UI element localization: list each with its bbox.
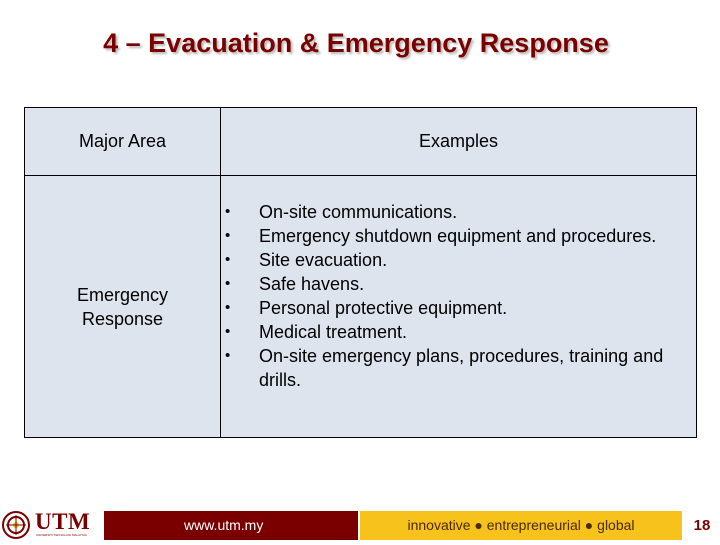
table-row: [25, 176, 697, 438]
example-text: On-site emergency plans, procedures, training and drills.: [259, 346, 664, 390]
area-cell: [25, 176, 221, 438]
footer-slogan: innovative ● entrepreneurial ● global: [360, 511, 682, 540]
example-text: Emergency shutdown equipment and procedures.: [259, 226, 657, 246]
header-major-area: Major Area: [25, 108, 221, 176]
bullet-icon: •: [225, 227, 231, 244]
content-table: [24, 107, 697, 438]
bullet-icon: •: [225, 347, 231, 364]
bullet-icon: •: [225, 203, 231, 220]
examples-cell: [221, 176, 697, 438]
bullet-icon: •: [225, 299, 231, 316]
example-text: Site evacuation.: [259, 250, 388, 270]
logo-subtext: UNIVERSITI TEKNOLOGI MALAYSIA: [36, 533, 87, 537]
examples-list: [225, 200, 686, 392]
page-number: 18: [693, 517, 711, 534]
list-item: [225, 296, 686, 320]
table-header-row: [25, 108, 697, 176]
list-item: [225, 320, 686, 344]
footer-url[interactable]: www.utm.my: [104, 511, 358, 540]
header-examples: Examples: [221, 108, 697, 176]
bullet-icon: •: [225, 323, 231, 340]
logo-wordmark: UTM: [35, 509, 91, 534]
slide-title: 4 – Evacuation & Emergency Response: [103, 28, 609, 58]
list-item: [225, 248, 686, 272]
example-text: Safe havens.: [259, 274, 365, 294]
example-text: Personal protective equipment.: [259, 298, 508, 318]
bullet-icon: •: [225, 275, 231, 292]
list-item: [225, 224, 686, 248]
list-item: [225, 200, 686, 224]
example-text: On-site communications.: [259, 202, 458, 222]
utm-logo: [0, 508, 104, 540]
example-text: Medical treatment.: [259, 322, 408, 342]
bullet-icon: •: [225, 251, 231, 268]
area-label: Emergency Response: [76, 284, 169, 329]
list-item: [225, 272, 686, 296]
list-item: [225, 344, 686, 392]
